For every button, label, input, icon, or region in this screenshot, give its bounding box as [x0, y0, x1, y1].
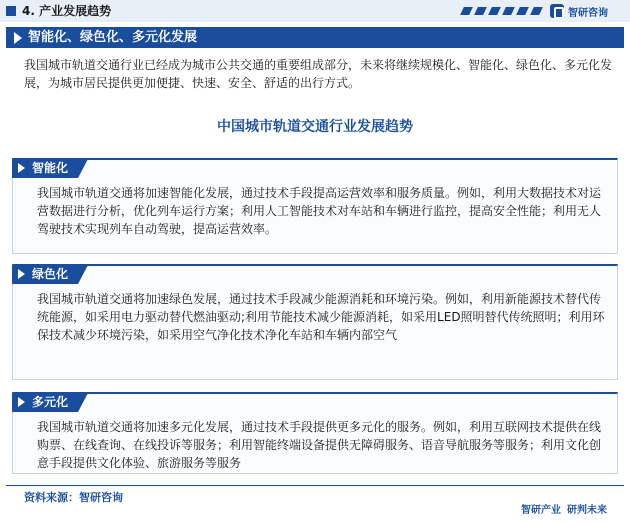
section-number-title: 4. 产业发展趋势	[22, 4, 112, 18]
logo-text: 智研咨询	[568, 7, 608, 19]
stripe-decoration	[462, 7, 542, 15]
section-title: 智能化、绿色化、多元化发展	[28, 30, 198, 45]
brand-slogan-right: 研判未来	[567, 505, 607, 516]
card-tag: 多元化	[12, 393, 78, 412]
card-body: 我国城市轨道交通将加速绿色发展，通过技术手段减少能源消耗和环境污染。例如，利用新能源技术替代传统能源，如采用电力驱动替代燃油驱动;利用节能技术减少能源消耗，如采用LED照明替代传统照明；利用环保技术减少环境污染，如采用空气净化技术净化车站和车辆内部空气	[37, 292, 605, 342]
play-arrow-icon	[14, 32, 22, 44]
top-header	[0, 0, 630, 22]
card-tag: 智能化	[12, 159, 78, 178]
footer-divider	[6, 485, 624, 486]
trend-card-green	[12, 264, 618, 380]
footer-brand	[521, 504, 607, 518]
brand-logo	[550, 3, 608, 19]
trend-card-diversified	[12, 392, 618, 474]
brand-slogan-left: 智研产业	[521, 505, 561, 516]
card-body: 我国城市轨道交通将加速多元化发展，通过技术手段提供更多元化的服务。例如，利用互联网技术提供在线购票、在线查询、在线投诉等服务；利用智能终端设备提供无障碍服务、语音导航服务等服务；利用文化创意手段提供文化体验、旅游服务等服务	[37, 420, 602, 470]
card-body: 我国城市轨道交通将加速智能化发展，通过技术手段提高运营效率和服务质量。例如，利用大数据技术对运营数据进行分析，优化列车运行方案；利用人工智能技术对车站和车辆进行监控，提高安全性能；利用无人驾驶技术实现列车自动驾驶，提高运营效率。	[37, 186, 602, 236]
data-source: 资料来源：智研咨询	[24, 491, 123, 504]
main-title: 中国城市轨道交通行业发展趋势	[217, 119, 413, 135]
section-title-bar	[6, 27, 624, 48]
trend-card-intelligent	[12, 158, 618, 254]
zhiyan-logo-icon	[550, 4, 564, 18]
intro-paragraph: 我国城市轨道交通行业已经成为城市公共交通的重要组成部分，未来将继续规模化、智能化、绿色化、多元化发展，为城市居民提供更加便捷、快速、安全、舒适的出行方式。	[24, 58, 613, 90]
section-square-icon	[6, 6, 16, 16]
card-tag: 绿色化	[12, 265, 78, 284]
